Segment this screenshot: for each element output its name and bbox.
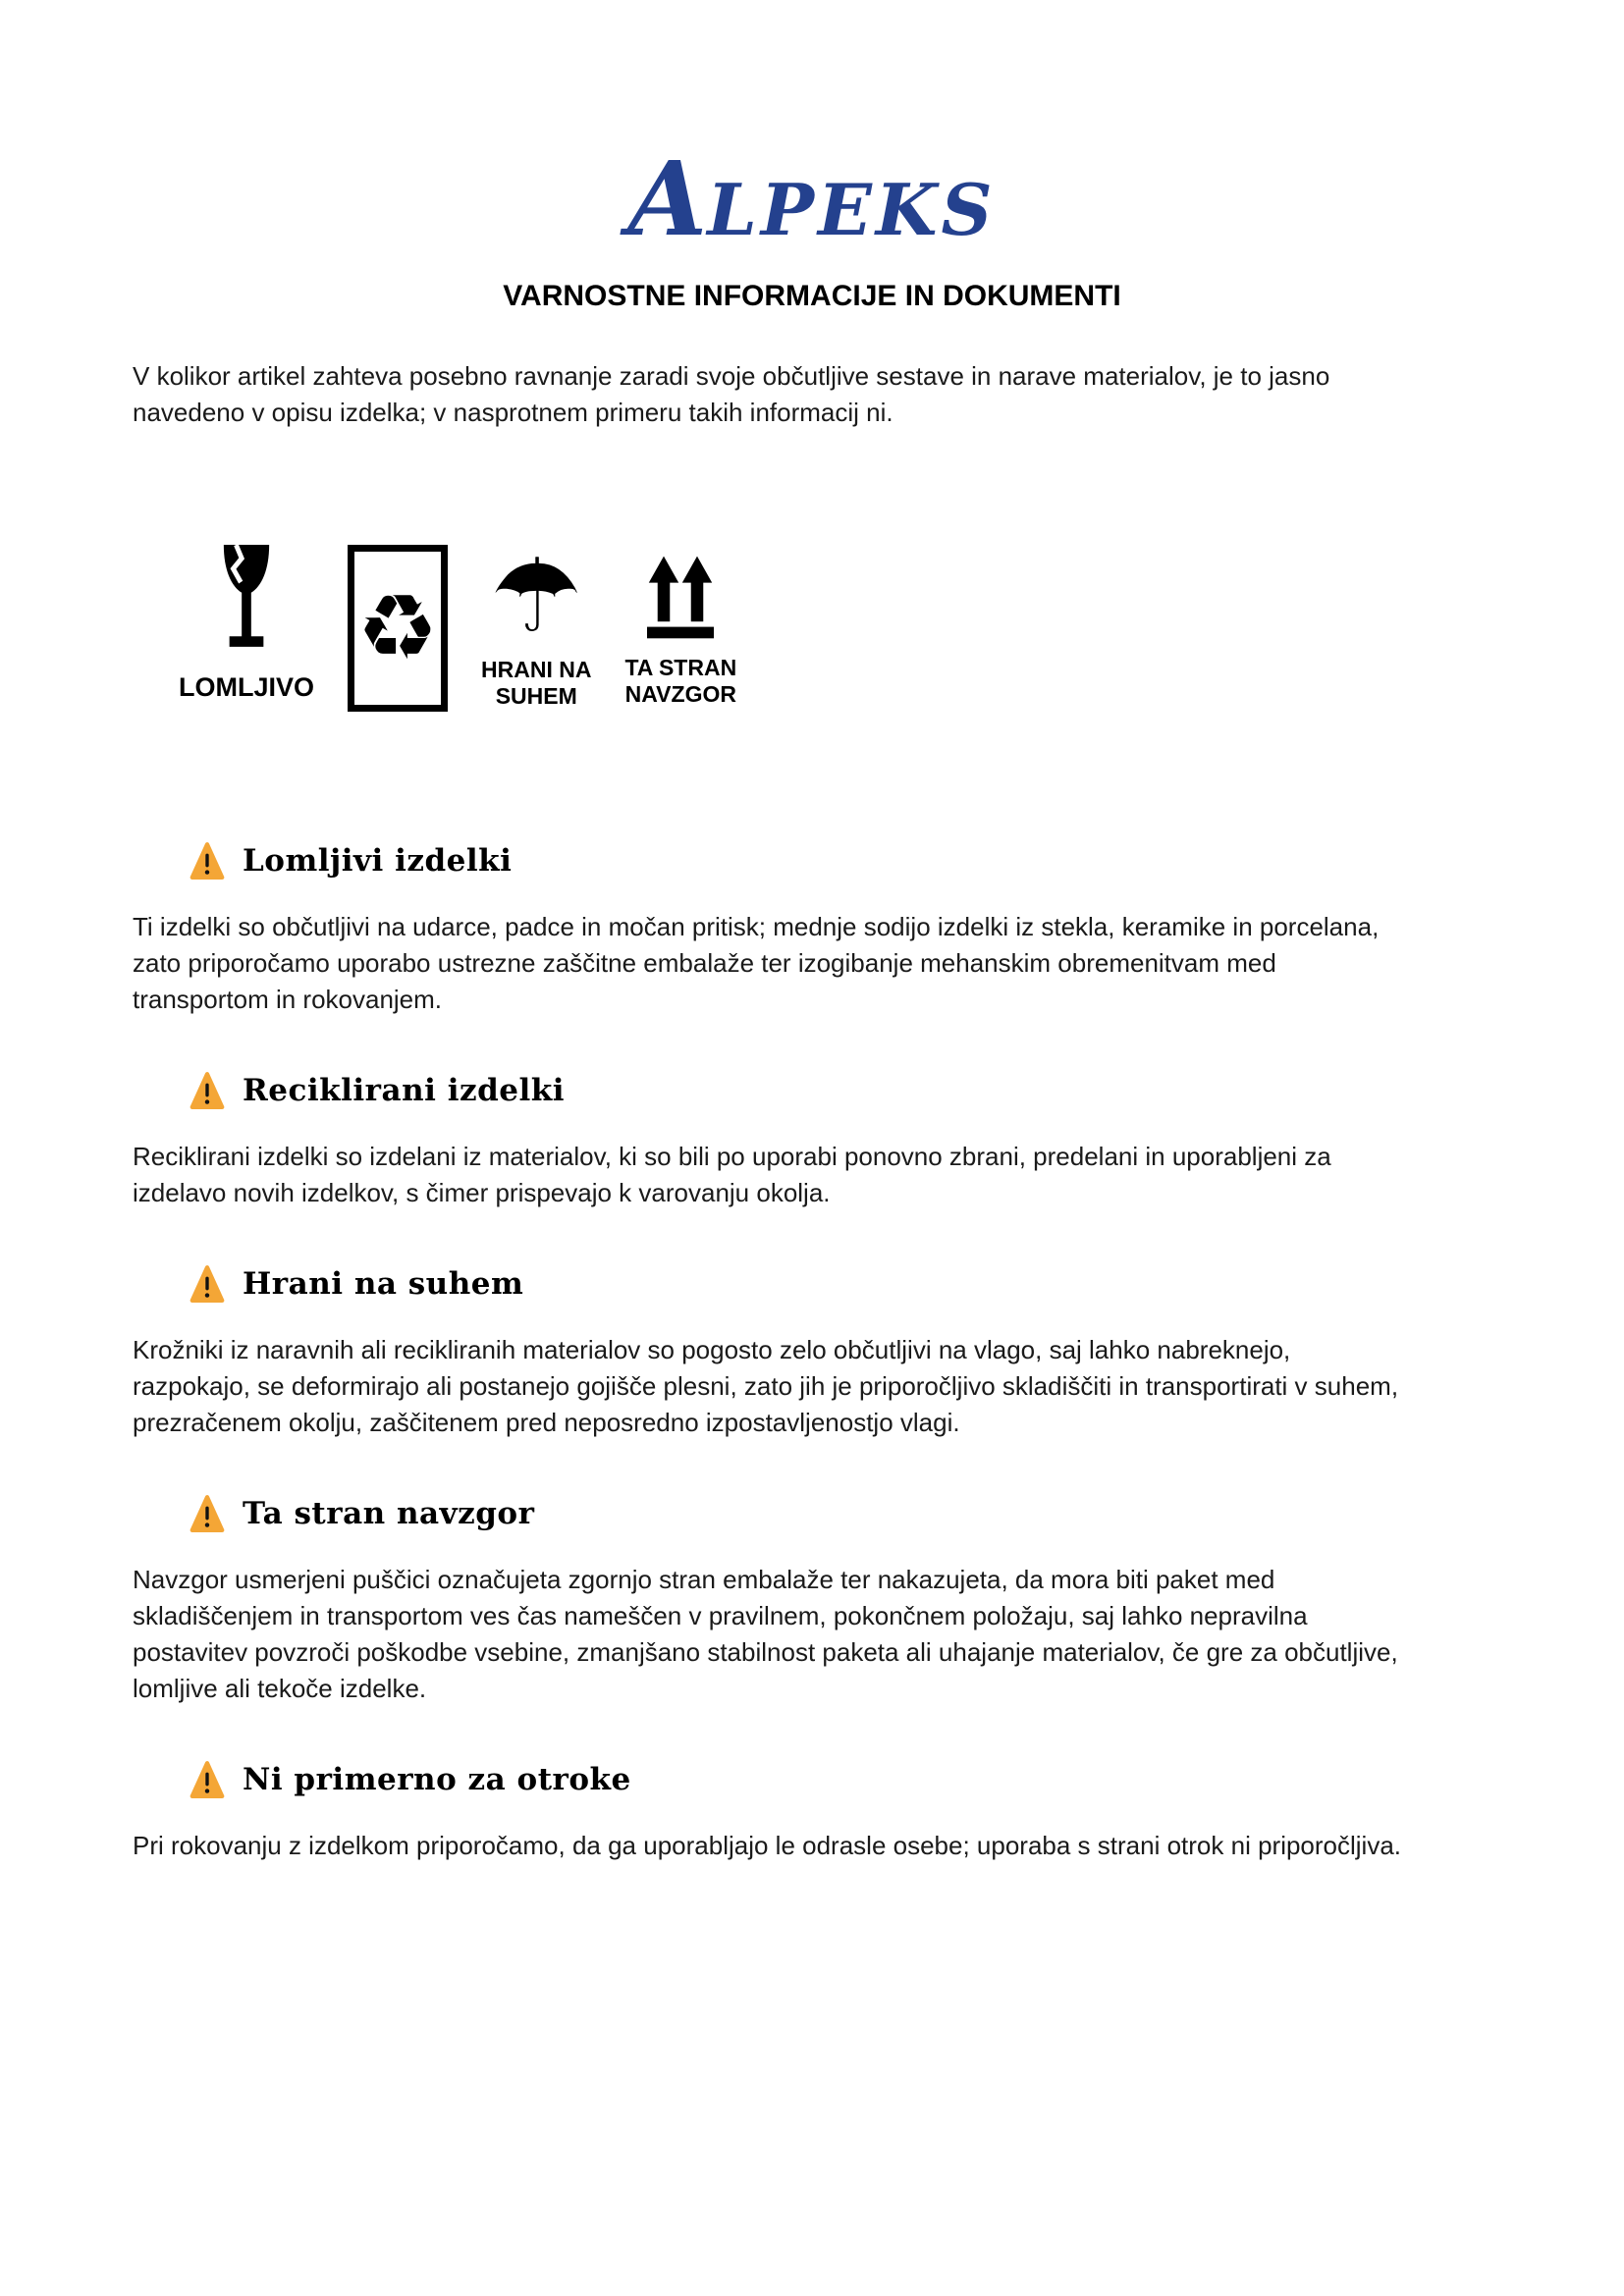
fragile-symbol <box>179 545 314 701</box>
section-paragraph: Ti izdelki so občutljivi na udarce, padce in močan pritisk; mednje sodijo izdelki iz stekla, keramike in porcelana, zato priporočamo uporabo ustrezne zaščitne embalaže ter izogibanje mehanskim obremenitvam med transportom in rokovanjem. <box>133 912 1380 1015</box>
logo-initial: A <box>627 138 708 259</box>
fragile-label: LOMLJIVO <box>179 672 315 703</box>
section-heading-row <box>189 1264 1491 1304</box>
sections <box>133 841 1491 1864</box>
section-heading-row <box>189 1760 1491 1799</box>
keep-dry-symbol <box>481 536 592 710</box>
packaging-symbols-row <box>179 536 1624 712</box>
section-paragraph: Krožniki iz naravnih ali recikliranih materialov so pogosto zelo občutljivi na vlago, saj lahko nabreknejo, razpokajo, se deformirajo ali postanejo gojišče plesni, zato jih je priporočljivo skladiščiti in transportirati v suhem, prezračenem okolju, zaščitenem pred neposredno izpostavljenostjo vlagi. <box>133 1335 1399 1438</box>
this-side-up-label <box>624 655 736 708</box>
section-recycled-products <box>133 1071 1491 1211</box>
section-title: Ni primerno za otroke <box>243 1762 631 1798</box>
recycling-icon: ♻ <box>356 575 439 681</box>
section-title: Lomljivi izdelki <box>243 843 513 880</box>
this-side-up-label-line2: NAVZGOR <box>624 681 736 708</box>
section-paragraph: Reciklirani izdelki so izdelani iz materialov, ki so bili po uporabi ponovno zbrani, predelani in uporabljeni za izdelavo novih izdelkov, s čimer prispevajo k varovanju okolja. <box>133 1142 1331 1208</box>
warning-icon <box>189 1494 225 1533</box>
section-title: Reciklirani izdelki <box>243 1073 566 1109</box>
company-logo <box>0 138 1624 259</box>
keep-dry-label-line2: SUHEM <box>495 683 577 710</box>
section-fragile-products <box>133 841 1491 1018</box>
warning-icon <box>189 1071 225 1110</box>
warning-icon <box>189 841 225 881</box>
section-title: Hrani na suhem <box>243 1266 524 1303</box>
section-heading-row <box>189 1494 1491 1533</box>
section-paragraph: Pri rokovanju z izdelkom priporočamo, da ga uporabljajo le odrasle osebe; uporaba s strani otrok ni priporočljiva. <box>133 1831 1402 1861</box>
this-side-up-icon <box>647 553 714 641</box>
section-title: Ta stran navzgor <box>243 1496 535 1532</box>
section-heading-row <box>189 1071 1491 1110</box>
section-paragraph: Navzgor usmerjeni puščici označujeta zgornjo stran embalaže ter nakazujeta, da mora biti paket med skladiščenjem in transportom ves čas nameščen v pravilnem, pokončnem položaju, saj lahko nepravilna postavitev povzroči poškodbe vsebine, zmanjšano stabilnost paketa ali uhajanje materialov, če gre za občutljive, lomljive ali tekoče izdelke. <box>133 1565 1398 1704</box>
page-title: VARNOSTNE INFORMACIJE IN DOKUMENTI <box>503 280 1121 313</box>
this-side-up-symbol <box>624 545 736 708</box>
this-side-up-label-line1: TA STRAN <box>624 655 737 681</box>
umbrella-icon: ☂ <box>490 536 582 657</box>
keep-dry-label <box>481 657 591 710</box>
broken-glass-icon <box>220 545 273 649</box>
logo-rest: LPEKS <box>707 168 997 251</box>
section-heading-row <box>189 841 1491 881</box>
section-not-for-children <box>133 1760 1491 1864</box>
keep-dry-label-line1: HRANI NA <box>481 657 592 683</box>
section-keep-dry <box>133 1264 1491 1441</box>
recycle-border-box <box>348 545 448 712</box>
warning-icon <box>189 1760 225 1799</box>
recyclable-symbol <box>348 545 448 712</box>
intro-paragraph: V kolikor artikel zahteva posebno ravnanje zaradi svoje občutljive sestave in narave materialov, je to jasno navedeno v opisu izdelka; v nasprotnem primeru takih informacij ni. <box>133 361 1330 428</box>
section-this-side-up <box>133 1494 1491 1707</box>
warning-icon <box>189 1264 225 1304</box>
